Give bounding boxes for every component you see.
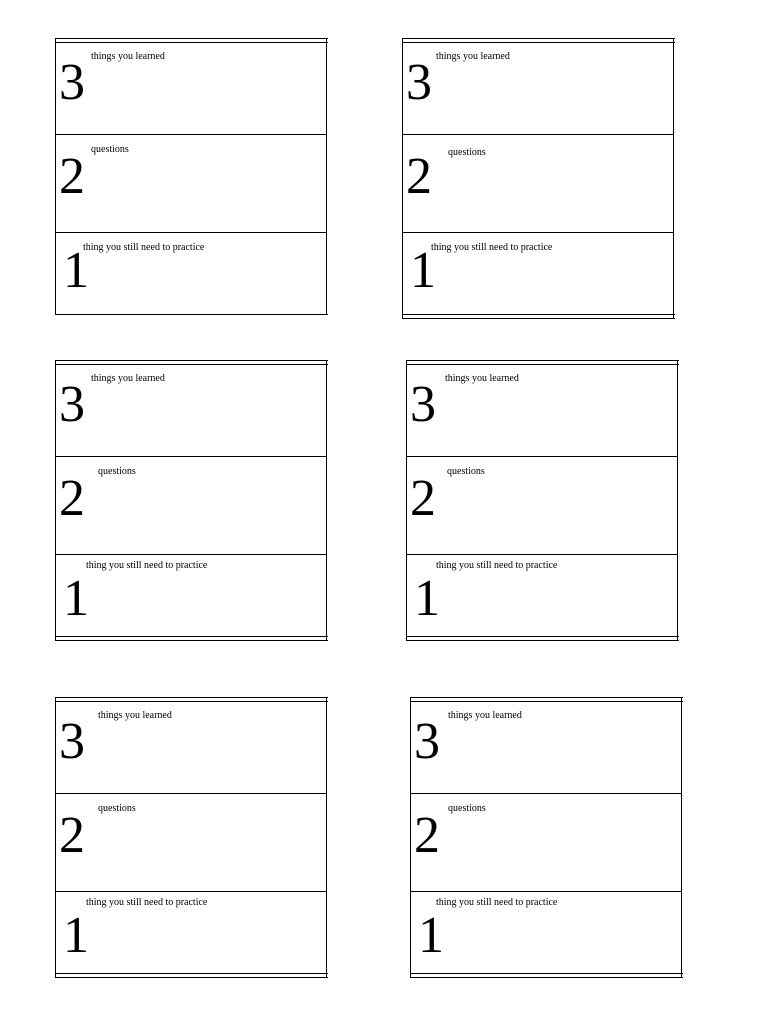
row-number: 1 bbox=[410, 242, 436, 299]
row-label: questions bbox=[448, 803, 486, 814]
row-number: 3 bbox=[414, 713, 440, 770]
exit-ticket-card-4 bbox=[406, 360, 678, 641]
row-label: thing you still need to practice bbox=[431, 242, 553, 253]
card-row-one bbox=[411, 892, 681, 976]
row-label: things you learned bbox=[448, 710, 522, 721]
card-row-three bbox=[56, 43, 326, 135]
card-row-two bbox=[56, 457, 326, 555]
row-label: questions bbox=[98, 803, 136, 814]
row-label: things you learned bbox=[91, 51, 165, 62]
card-row-one bbox=[56, 892, 326, 976]
card-row-one bbox=[56, 233, 326, 317]
row-number: 3 bbox=[410, 376, 436, 433]
row-number: 2 bbox=[414, 807, 440, 864]
row-label: questions bbox=[447, 466, 485, 477]
row-label: thing you still need to practice bbox=[436, 560, 558, 571]
card-row-two bbox=[411, 794, 681, 892]
exit-ticket-card-5 bbox=[55, 697, 327, 978]
card-row-one bbox=[407, 555, 677, 639]
card-row-two bbox=[407, 457, 677, 555]
row-label: things you learned bbox=[91, 373, 165, 384]
exit-ticket-card-3 bbox=[55, 360, 327, 641]
row-label: thing you still need to practice bbox=[86, 897, 208, 908]
card-row-one bbox=[56, 555, 326, 639]
row-number: 3 bbox=[59, 713, 85, 770]
row-number: 1 bbox=[63, 907, 89, 964]
exit-ticket-card-1 bbox=[55, 38, 327, 315]
card-row-two bbox=[56, 794, 326, 892]
card-row-two bbox=[403, 135, 673, 233]
row-number: 3 bbox=[406, 54, 432, 111]
row-label: thing you still need to practice bbox=[83, 242, 205, 253]
card-row-three bbox=[403, 43, 673, 135]
row-label: thing you still need to practice bbox=[86, 560, 208, 571]
card-row-three bbox=[56, 702, 326, 794]
row-label: things you learned bbox=[436, 51, 510, 62]
card-row-three bbox=[56, 365, 326, 457]
card-row-three bbox=[411, 702, 681, 794]
card-row-three bbox=[407, 365, 677, 457]
row-number: 2 bbox=[59, 470, 85, 527]
row-number: 1 bbox=[63, 570, 89, 627]
row-number: 3 bbox=[59, 376, 85, 433]
exit-ticket-card-2 bbox=[402, 38, 674, 319]
exit-ticket-card-6 bbox=[410, 697, 682, 978]
row-number: 2 bbox=[59, 807, 85, 864]
row-label: things you learned bbox=[445, 373, 519, 384]
row-number: 2 bbox=[406, 148, 432, 205]
row-number: 1 bbox=[414, 570, 440, 627]
row-label: thing you still need to practice bbox=[436, 897, 558, 908]
row-label: things you learned bbox=[98, 710, 172, 721]
row-label: questions bbox=[91, 144, 129, 155]
row-number: 2 bbox=[410, 470, 436, 527]
card-row-two bbox=[56, 135, 326, 233]
row-number: 1 bbox=[418, 907, 444, 964]
row-number: 1 bbox=[63, 242, 89, 299]
card-row-one bbox=[403, 233, 673, 317]
row-label: questions bbox=[98, 466, 136, 477]
row-number: 2 bbox=[59, 148, 85, 205]
row-label: questions bbox=[448, 147, 486, 158]
row-number: 3 bbox=[59, 54, 85, 111]
